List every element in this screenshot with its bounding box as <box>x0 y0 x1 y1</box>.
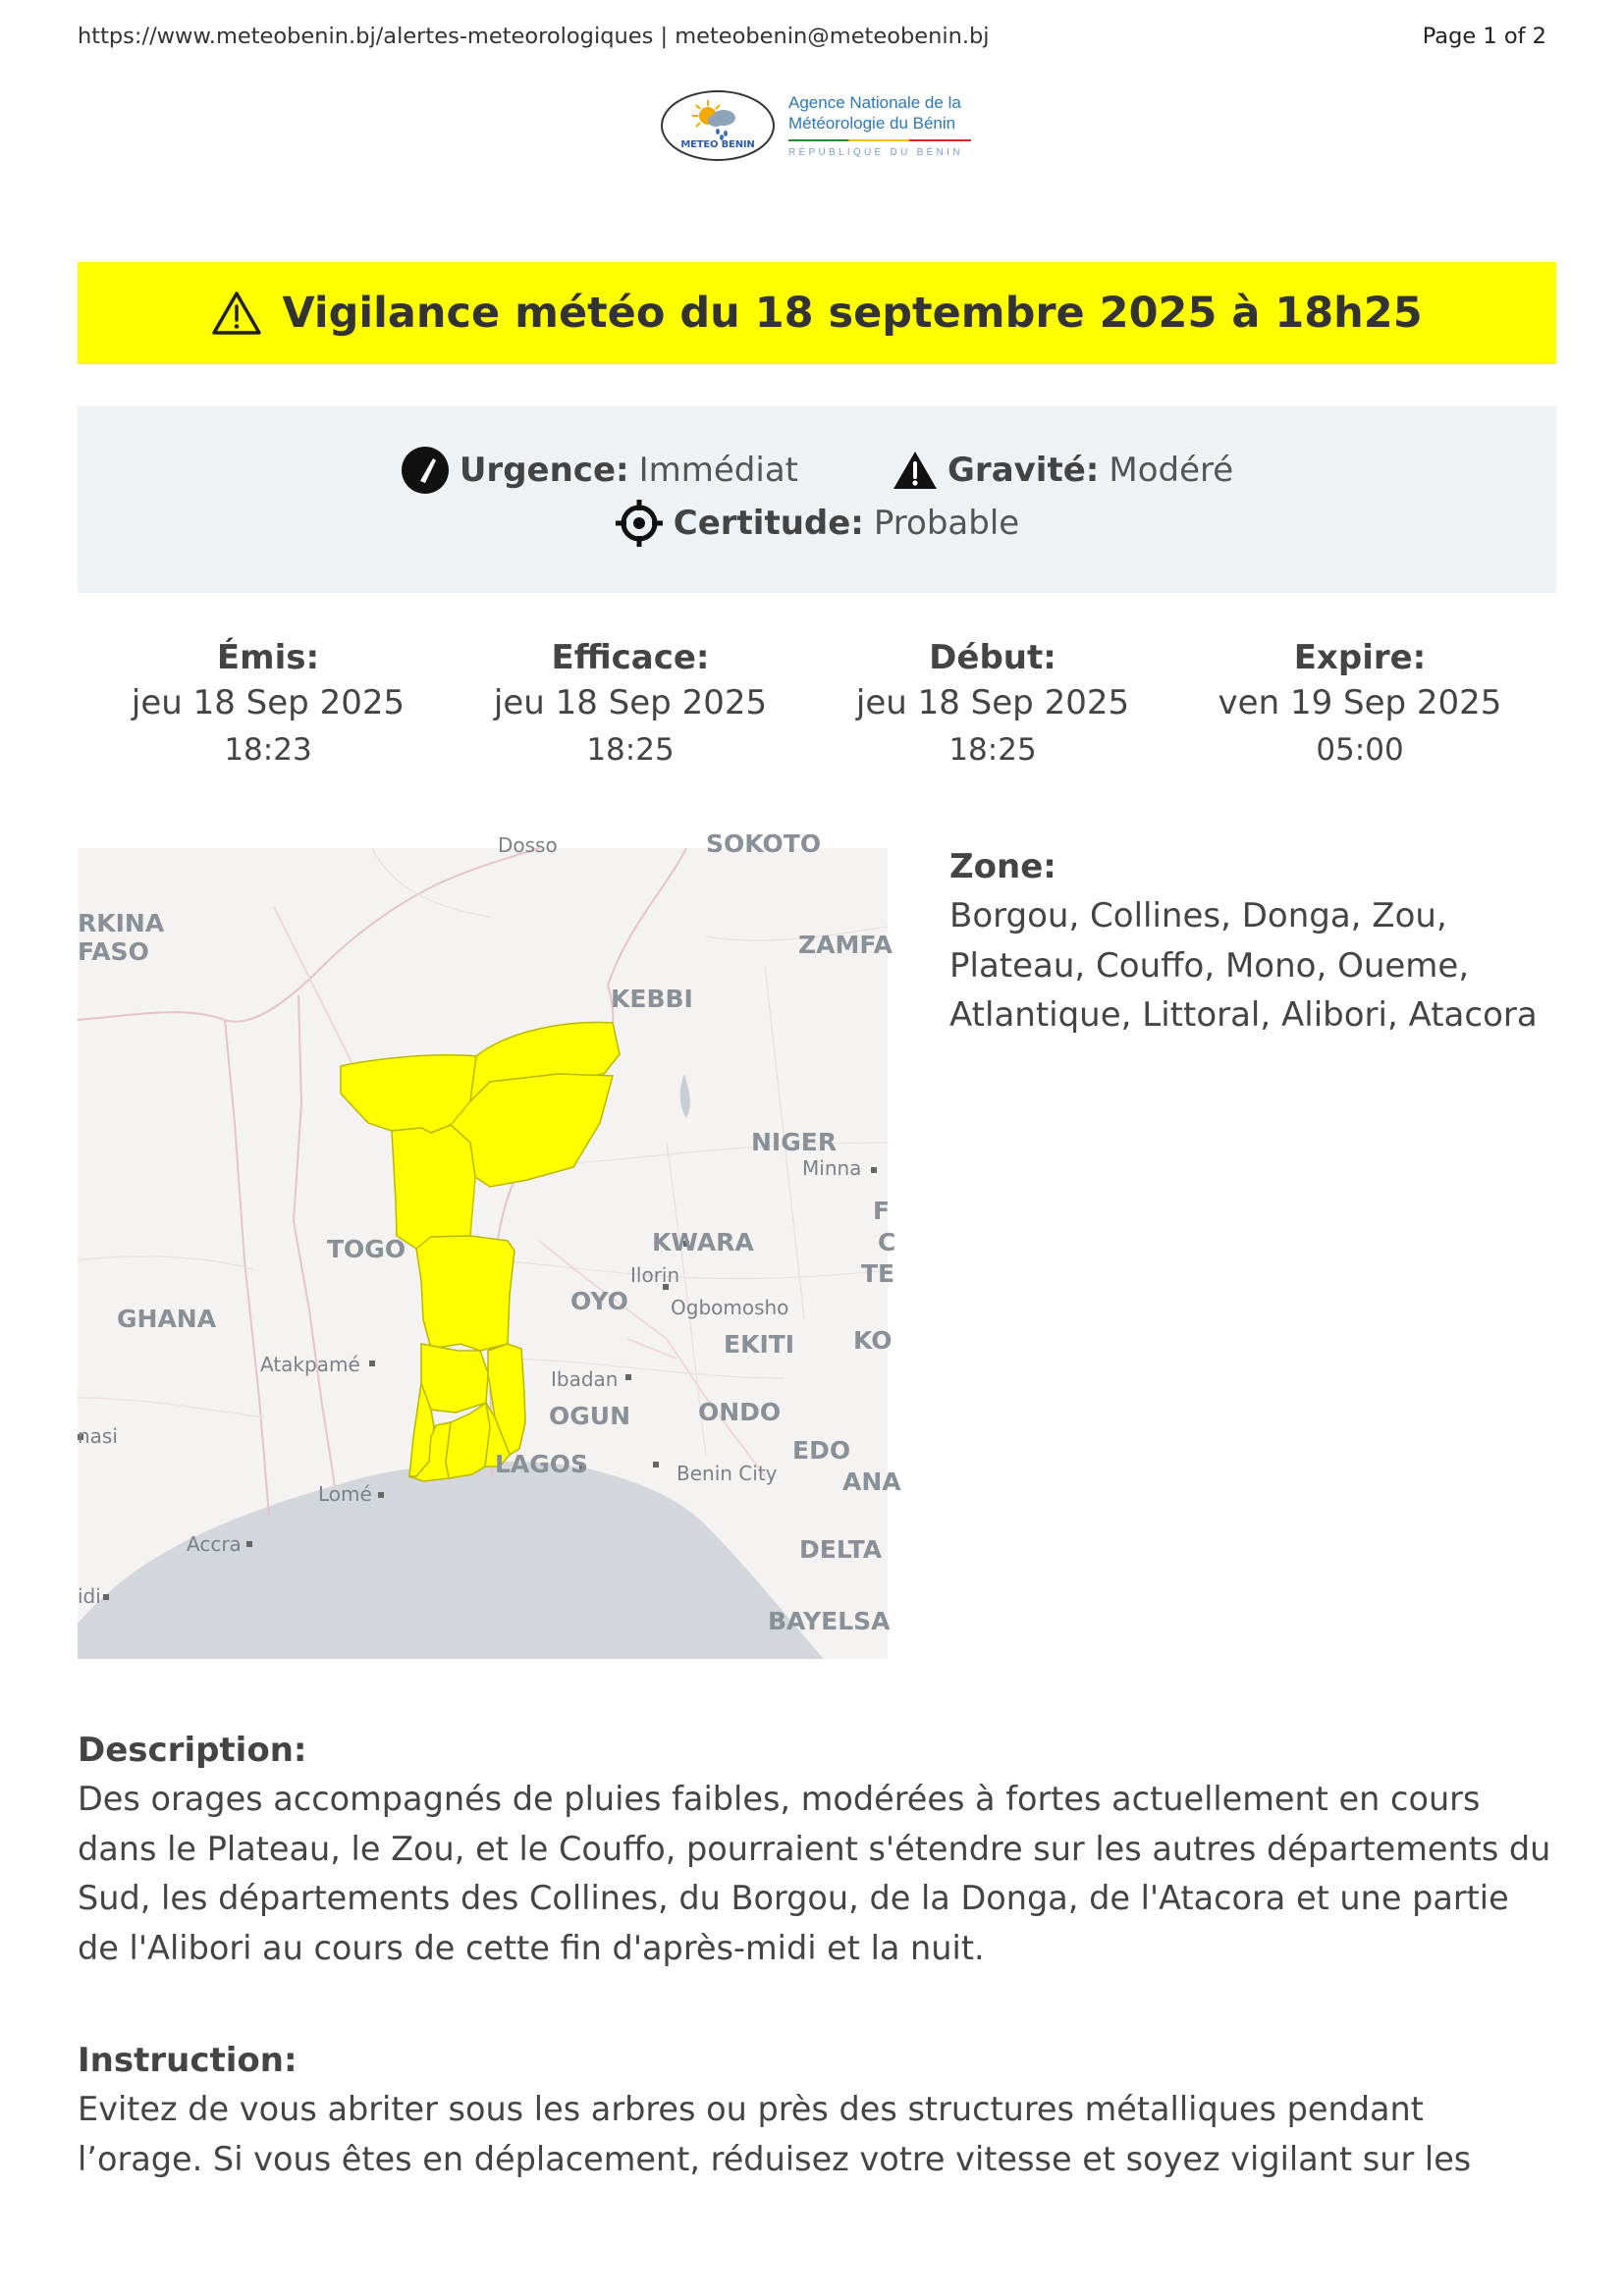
date-value: jeu 18 Sep 2025 <box>855 683 1130 722</box>
urgency-item <box>401 446 798 495</box>
description-line: Des orages accompagnés de pluies faibles, modérées à fortes actuellement en cours <box>78 1780 1481 1818</box>
zone-line: Plateau, Couffo, Mono, Oueme, <box>949 945 1470 986</box>
region-collines <box>416 1236 514 1351</box>
description-line: Sud, les départements des Collines, du Borgou, de la Donga, de l'Atacora et une partie <box>78 1879 1509 1917</box>
map-label: ONDO <box>698 1398 782 1426</box>
map-label: LAGOS <box>495 1450 589 1478</box>
map-label: NIGER <box>751 1128 838 1156</box>
map-label: SOKOTO <box>706 829 822 858</box>
lake <box>680 1074 690 1118</box>
certainty-item <box>615 499 1019 548</box>
gravity-value: Modéré <box>1109 451 1234 490</box>
description-section <box>78 1726 1560 1973</box>
date-expires <box>1203 636 1517 774</box>
map-label: Lomé <box>318 1482 372 1506</box>
warning-triangle-filled-icon <box>893 451 938 490</box>
zone-line: Borgou, Collines, Donga, Zou, <box>949 896 1447 935</box>
time-value: 18:23 <box>224 732 312 768</box>
page-indicator: Page 1 of 2 <box>1422 24 1546 49</box>
instruction-line: l’orage. Si vous êtes en déplacement, réduisez votre vitesse et soyez vigilant sur les <box>78 2139 1472 2178</box>
vigilance-banner <box>78 262 1556 364</box>
instruction-section <box>78 2036 1560 2183</box>
alert-map[interactable] <box>78 829 901 1659</box>
map-label: RKINA <box>78 909 165 937</box>
date-label: Efficace: <box>551 638 710 677</box>
map-label: TOGO <box>327 1235 406 1263</box>
time-value: 18:25 <box>586 732 675 768</box>
date-effective <box>473 636 787 774</box>
map-label: GHANA <box>117 1305 217 1333</box>
map-label: KO <box>853 1326 893 1355</box>
time-value: 05:00 <box>1316 732 1404 768</box>
map-label: OYO <box>570 1287 628 1315</box>
urgency-value: Immédiat <box>638 451 799 490</box>
agency-name-line2: Météorologie du Bénin <box>788 114 956 133</box>
agency-name-line1: Agence Nationale de la <box>788 93 961 112</box>
zone-section <box>949 842 1558 1041</box>
gravity-label: Gravité: <box>947 451 1100 490</box>
agency-name <box>788 92 961 133</box>
map-label: Ogbomosho <box>671 1296 789 1319</box>
date-value: ven 19 Sep 2025 <box>1218 683 1502 722</box>
severity-panel <box>78 406 1556 593</box>
map-label: C <box>878 1228 896 1256</box>
region-donga <box>392 1125 475 1249</box>
map-label: FASO <box>78 937 149 966</box>
region-zou <box>421 1344 488 1413</box>
page-header-source: https://www.meteobenin.bj/alertes-meteorologiques | meteobenin@meteobenin.bj <box>78 24 990 49</box>
map-label: OGUN <box>549 1402 630 1430</box>
map-label: Ilorin <box>630 1263 680 1287</box>
date-value: jeu 18 Sep 2025 <box>493 683 768 722</box>
logo-emblem <box>661 90 775 161</box>
certainty-label: Certitude: <box>673 504 864 543</box>
map-label: BAYELSA <box>768 1607 891 1635</box>
agency-logo <box>661 90 985 169</box>
description-line: de l'Alibori au cours de cette fin d'après-midi et la nuit. <box>78 1928 985 1967</box>
clock-gauge-icon <box>401 446 450 495</box>
time-value: 18:25 <box>948 732 1037 768</box>
zone-line: Atlantique, Littoral, Alibori, Atacora <box>949 995 1538 1035</box>
map-label: KEBBI <box>611 985 693 1013</box>
map-label: Atakpamé <box>260 1353 360 1376</box>
certainty-value: Probable <box>873 504 1020 543</box>
banner-title: Vigilance météo du 18 septembre 2025 à 18h25 <box>282 289 1423 338</box>
map-label: Benin City <box>677 1462 778 1485</box>
map-label: EDO <box>792 1436 851 1465</box>
region-atlantique <box>446 1403 490 1478</box>
map-label: nasi <box>78 1424 118 1448</box>
map-label: DELTA <box>799 1535 883 1564</box>
description-line: dans le Plateau, le Zou, et le Couffo, pourraient s'étendre sur les autres départements du <box>78 1829 1551 1868</box>
date-label: Expire: <box>1293 638 1427 677</box>
map-label: Accra <box>187 1532 242 1556</box>
instruction-line: Evitez de vous abriter sous les arbres ou près des structures métalliques pendant <box>78 2090 1424 2128</box>
republic-label: RÉPUBLIQUE DU BÉNIN <box>788 147 963 158</box>
date-issued <box>111 636 425 774</box>
map-label: ZAMFA <box>798 931 893 959</box>
zone-label: Zone: <box>949 847 1056 886</box>
map-label: Ibadan <box>551 1367 619 1391</box>
date-label: Début: <box>929 638 1056 677</box>
urgency-label: Urgence: <box>459 451 629 490</box>
date-onset <box>836 636 1150 774</box>
alert-map-svg <box>78 829 901 1659</box>
map-label: TE <box>861 1259 895 1288</box>
map-label: ANA <box>842 1468 901 1496</box>
instruction-label: Instruction: <box>78 2041 298 2080</box>
date-value: jeu 18 Sep 2025 <box>131 683 406 722</box>
map-label: Minna <box>802 1156 862 1180</box>
map-label: idi <box>78 1584 101 1608</box>
warning-triangle-outline-icon <box>211 291 262 336</box>
date-label: Émis: <box>216 638 320 677</box>
description-label: Description: <box>78 1731 307 1770</box>
gravity-item <box>893 451 1233 490</box>
logo-abbreviation: METEO BENIN <box>680 139 755 150</box>
map-label: EKITI <box>724 1330 795 1359</box>
crosshair-icon <box>615 499 664 548</box>
flag-rule <box>788 139 971 141</box>
gulf-sea <box>78 1462 824 1659</box>
map-label: F <box>873 1197 891 1225</box>
map-label: KWARA <box>652 1228 754 1256</box>
map-label: Dosso <box>498 833 558 857</box>
